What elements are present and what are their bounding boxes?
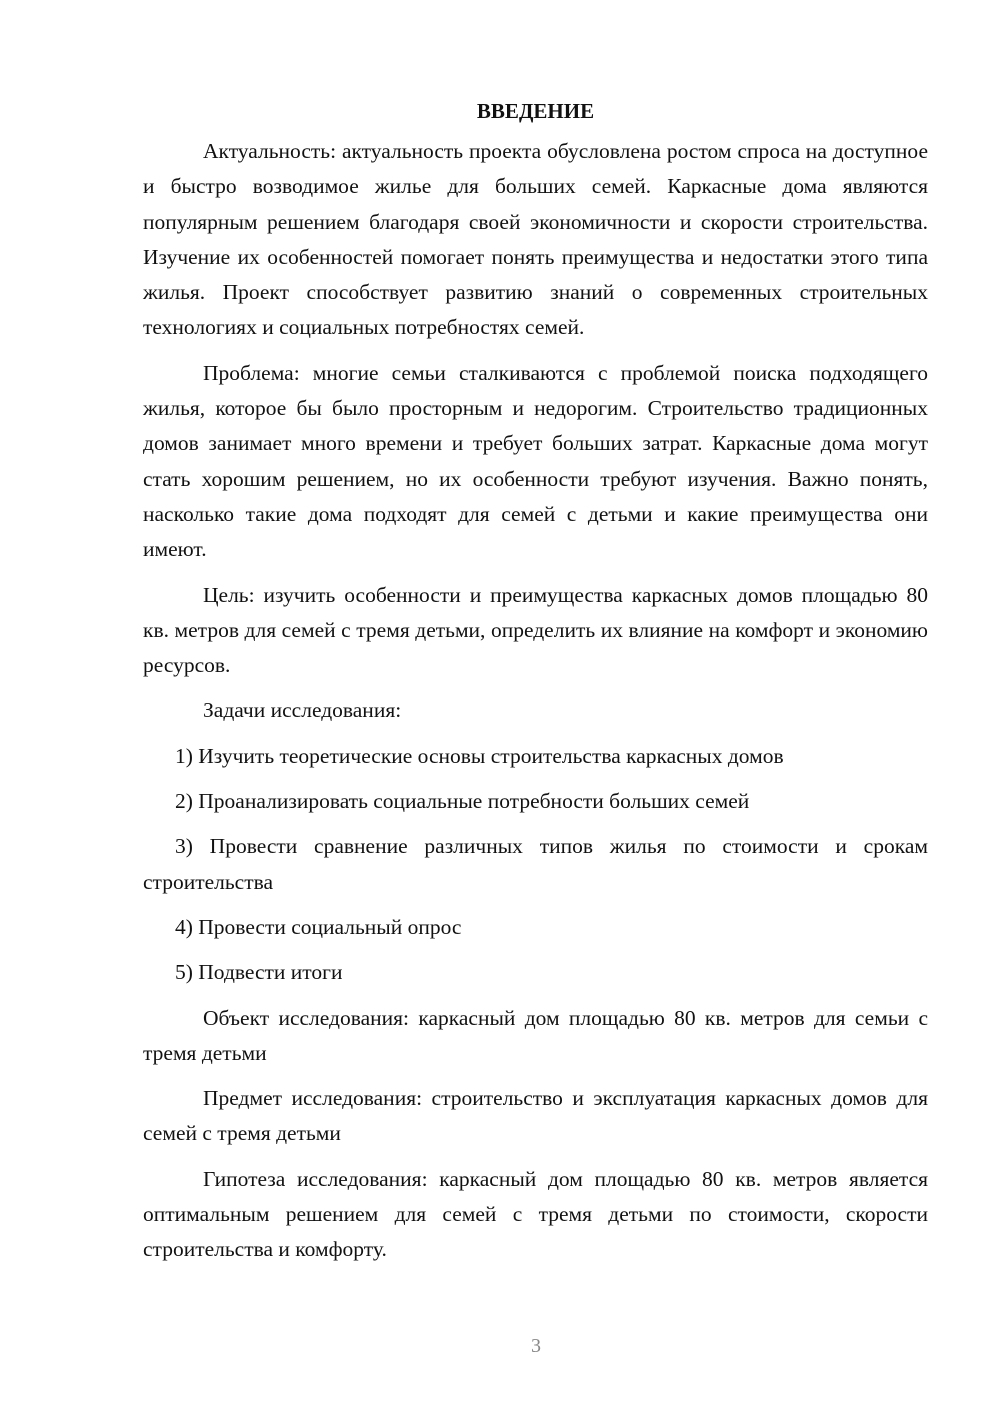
relevance-paragraph: Актуальность: актуальность проекта обусловлена ростом спроса на доступное и быстро возводимое жилье для больших семей. Каркасные дома являются популярным решением благодаря своей экономичности и скорости строительства. Изучение их особенностей помогает понять преимущества и недостатки этого типа жилья. Проект способствует развитию знаний о современных строительных технологиях и социальных потребностях семей. (143, 139, 928, 340)
page-content (143, 94, 928, 1268)
task-item: 3) Провести сравнение различных типов жилья по стоимости и срокам строительства (143, 834, 928, 894)
task-item: 1) Изучить теоретические основы строительства каркасных домов (175, 743, 784, 768)
tasks-list (143, 739, 928, 991)
subject-paragraph: Предмет исследования: строительство и эксплуатация каркасных домов для семей с тремя детьми (143, 1086, 928, 1146)
section-heading: ВВЕДЕНИЕ (476, 99, 595, 123)
object-paragraph: Объект исследования: каркасный дом площадью 80 кв. метров для семьи с тремя детьми (143, 1005, 928, 1065)
task-item: 2) Проанализировать социальные потребности больших семей (175, 789, 750, 814)
task-item: 5) Подвести итоги (175, 960, 343, 985)
tasks-label: Задачи исследования: (203, 698, 402, 723)
problem-paragraph: Проблема: многие семьи сталкиваются с проблемой поиска подходящего жилья, которое бы было просторным и недорогим. Строительство традиционных домов занимает много времени и требует больших затрат. Каркасные дома могут стать хорошим решением, но их особенности требуют изучения. Важно понять, насколько такие дома подходят для семей с детьми и какие преимущества они имеют. (143, 360, 928, 562)
task-item: 4) Провести социальный опрос (175, 914, 462, 939)
goal-paragraph: Цель: изучить особенности и преимущества каркасных домов площадью 80 кв. метров для семей с тремя детьми, определить их влияние на комфорт и экономию ресурсов. (143, 582, 928, 678)
page-number: 3 (531, 1335, 541, 1357)
hypothesis-paragraph: Гипотеза исследования: каркасный дом площадью 80 кв. метров является оптимальным решением для семей с тремя детьми по стоимости, скорости строительства и комфорту. (143, 1166, 928, 1262)
